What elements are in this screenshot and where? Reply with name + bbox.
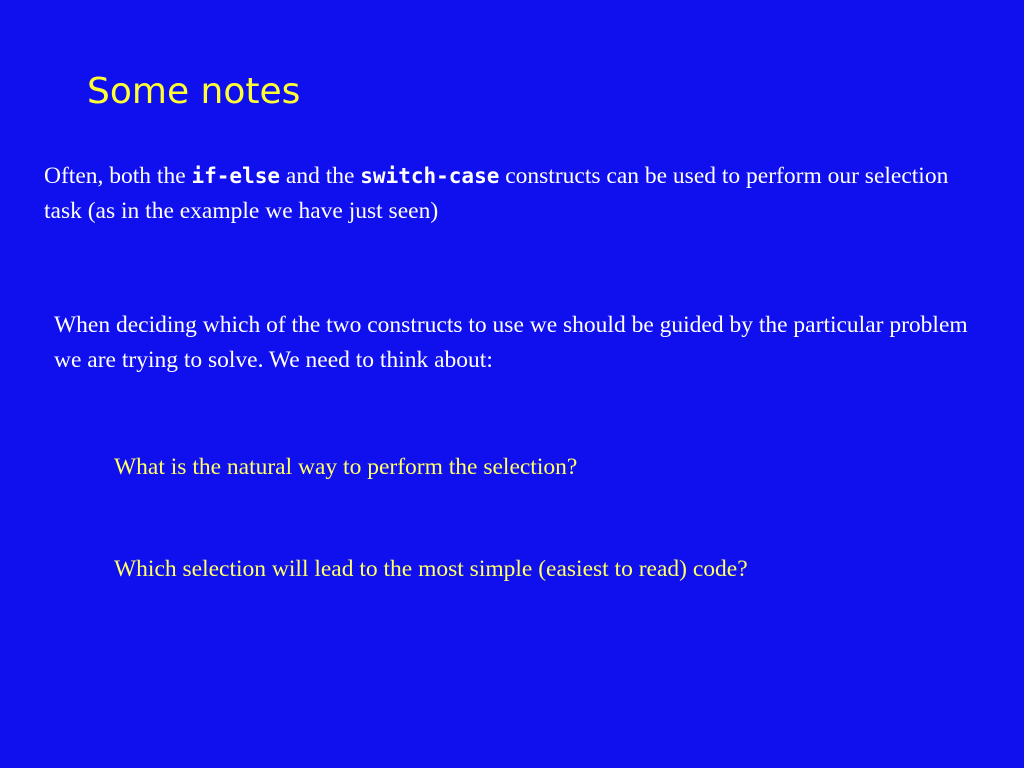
code-if-else: if-else (191, 164, 281, 188)
paragraph-deciding: When deciding which of the two constructs to use we should be guided by the particular problem we are trying to solve. We need to think about: (54, 312, 968, 373)
paragraph-constructs-text-before: Often, both the (44, 163, 192, 189)
paragraph-constructs-text-after: constructs can be used to perform our selection task (as in the example we have just seen) (44, 163, 949, 224)
question-natural-way: What is the natural way to perform the selection? (114, 454, 578, 480)
slide-title: Some notes (87, 71, 301, 112)
paragraph-constructs (44, 159, 984, 229)
code-switch-case: switch-case (360, 164, 500, 188)
question-simplest-code: Which selection will lead to the most simple (easiest to read) code? (114, 556, 748, 582)
paragraph-constructs-text-middle: and the (280, 163, 361, 189)
